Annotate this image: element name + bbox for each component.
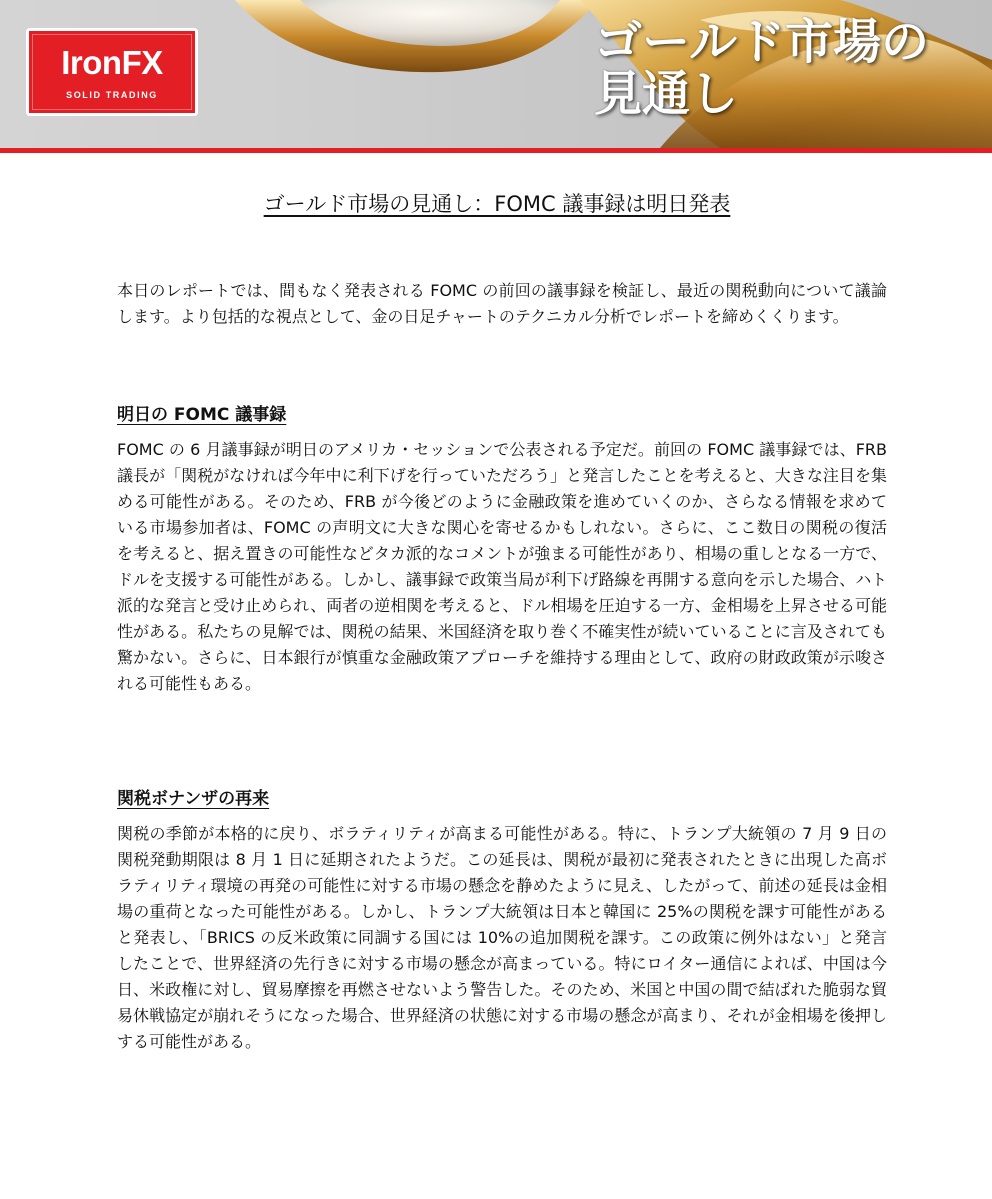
- section-body-fomc-minutes: FOMC の 6 月議事録が明日のアメリカ・セッションで公表される予定だ。前回の FOMC 議事録では、FRB 議長が「関税がなければ今年中に利下げを行っていただろう」と発言したことを考えると、大きな注目を集める可能性がある。そのため、FRB が今後どのように金融政策を進めていくのか、さらなる情報を求めている市場参加者は、FOMC の声明文に大きな関心を寄せるかもしれない。さらに、ここ数日の関税の復活を考えると、据え置きの可能性などタカ派的なコメントが強まる可能性があり、相場の重しとなる一方で、ドルを支援する可能性がある。しかし、議事録で政策当局が利下げ路線を再開する意向を示した場合、ハト派的な発言と受け止められ、両者の逆相関を考えると、ドル相場を圧迫する一方、金相場を上昇させる可能性がある。私たちの見解では、関税の結果、米国経済を取り巻く不確実性が続いていることに言及されても驚かない。さらに、日本銀行が慎重な金融政策アプローチを維持する理由として、政府の財政政策が示唆される可能性もある。: [117, 440, 887, 693]
- ironfx-logo[interactable]: [26, 28, 198, 116]
- section-heading-fomc-minutes: 明日の FOMC 議事録: [117, 405, 287, 425]
- logo-tagline: SOLID TRADING: [66, 90, 158, 100]
- document-title: ゴールド市場の見通し：FOMC 議事録は明日発表: [263, 192, 731, 216]
- intro-paragraph: 本日のレポートでは、間もなく発表される FOMC の前回の議事録を検証し、最近の関税動向について議論します。より包括的な視点として、金の日足チャートのテクニカル分析でレポートを締めくくります。: [117, 281, 887, 326]
- section-body-tariff-bonanza: 関税の季節が本格的に戻り、ボラティリティが高まる可能性がある。特に、トランプ大統領の 7 月 9 日の関税発動期限は 8 月 1 日に延期されたようだ。この延長は、関税が最初に発表されたときに出現した高ボラティリティ環境の再発の可能性に対する市場の懸念を静めたように見え、したがって、前述の延長は金相場の重荷となった可能性がある。しかし、トランプ大統領は日本と韓国に 25%の関税を課す可能性があると発表し、「BRICS の反米政策に同調する国には 10%の追加関税を課す。この政策に例外はない」と発言したことで、世界経済の先行きに対する市場の懸念が高まっている。特にロイター通信によれば、中国は今日、米政権に対し、貿易摩擦を再燃させないよう警告した。そのため、米国と中国の間で結ばれた脆弱な貿易休戦協定が崩れそうになった場合、世界経済の状態に対する市場の懸念が高まり、それが金相場を後押しする可能性がある。: [117, 824, 887, 1051]
- header-banner: [0, 0, 992, 148]
- banner-title: ゴールド市場の見通し: [594, 14, 930, 122]
- logo-brand: IronFX: [61, 44, 163, 81]
- section-heading-tariff-bonanza: 関税ボナンザの再来: [117, 789, 270, 809]
- banner-divider: [0, 148, 992, 153]
